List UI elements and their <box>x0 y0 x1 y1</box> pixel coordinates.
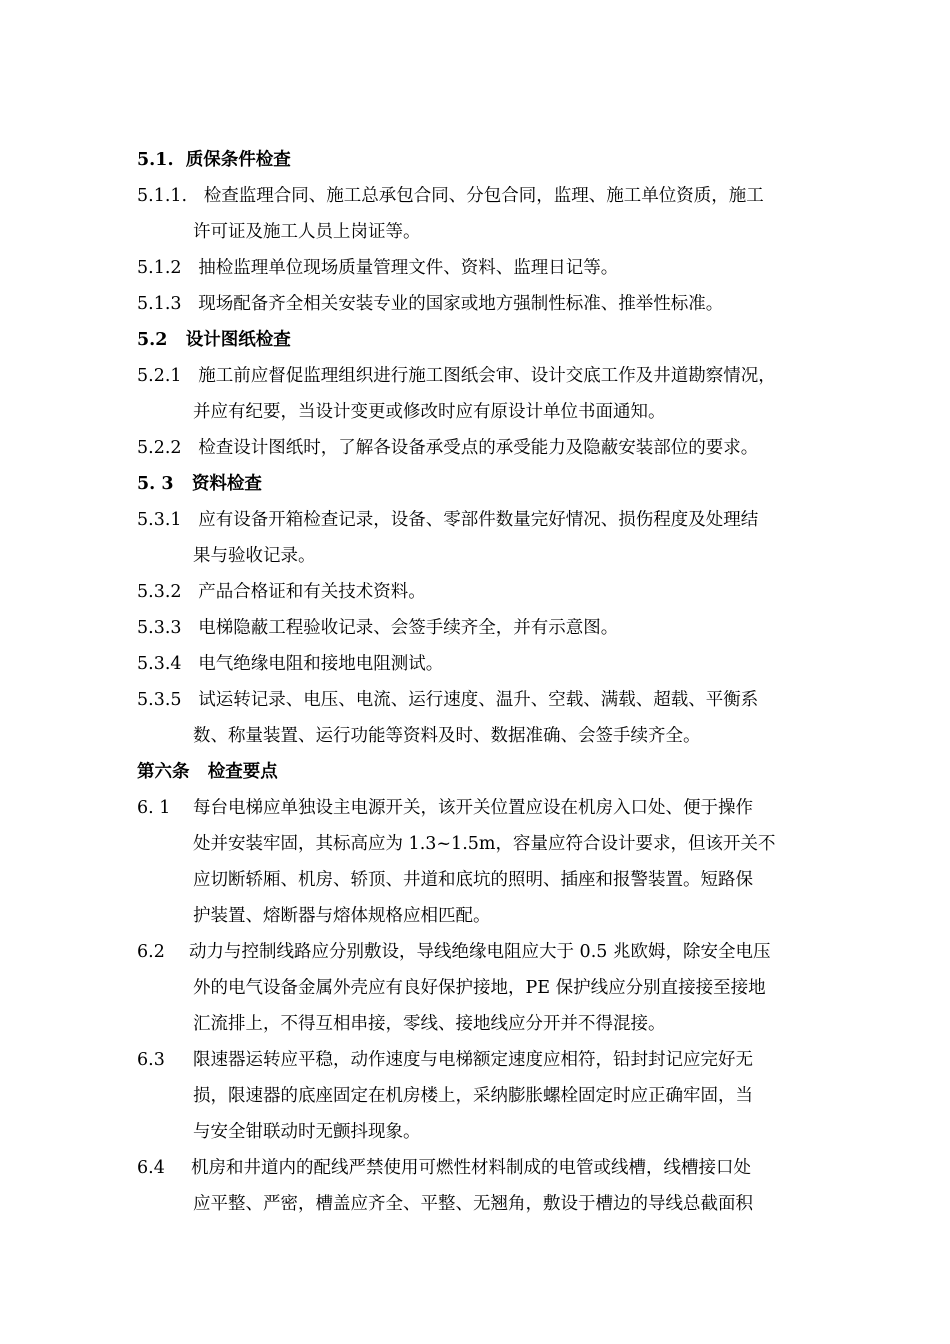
item-6-1 <box>137 790 753 826</box>
item-6-1-continuation-2: 应切断轿厢、机房、轿顶、井道和底坑的照明、插座和报警装置。短路保 <box>193 870 753 890</box>
item-number: 5.3.2 <box>137 582 182 602</box>
item-number: 5.3.5 <box>137 690 182 710</box>
heading-text: 质保条件检查 <box>185 150 291 170</box>
item-text: 应有设备开箱检查记录，设备、零部件数量完好情况、损伤程度及处理结 <box>198 510 759 530</box>
item-number: 6.4 <box>137 1158 165 1178</box>
item-number: 5.2.2 <box>137 438 182 458</box>
item-6-3 <box>137 1042 753 1078</box>
heading-number: 5. 3 <box>137 474 174 494</box>
item-6-2-continuation-1: 外的电气设备金属外壳应有良好保护接地，PE 保护线应分别直接接至接地 <box>193 978 766 998</box>
item-text: 施工前应督促监理组织进行施工图纸会审、设计交底工作及井道勘察情况， <box>198 366 776 386</box>
item-number: 6.2 <box>137 942 165 962</box>
item-number: 5.1.1. <box>137 186 188 206</box>
item-6-3-continuation-1: 损，限速器的底座固定在机房楼上，采纳膨胀螺栓固定时应正确牢固，当 <box>193 1086 753 1106</box>
item-5-1-3 <box>137 286 723 322</box>
heading-number: 5.1. <box>137 150 174 170</box>
item-text: 试运转记录、电压、电流、运行速度、温升、空载、满载、超载、平衡系 <box>198 690 759 710</box>
item-5-1-1-continuation: 许可证及施工人员上岗证等。 <box>193 222 421 242</box>
item-6-4 <box>137 1150 751 1186</box>
item-number: 6.3 <box>137 1050 165 1070</box>
item-number: 5.1.3 <box>137 294 182 314</box>
item-text: 限速器运转应平稳，动作速度与电梯额定速度应相符，铅封封记应完好无 <box>193 1050 753 1070</box>
item-5-2-1 <box>137 358 776 394</box>
item-text: 检查监理合同、施工总承包合同、分包合同，监理、施工单位资质，施工 <box>203 186 764 206</box>
item-text: 电气绝缘电阻和接地电阻测试。 <box>198 654 444 674</box>
item-5-3-2 <box>137 574 426 610</box>
item-5-1-1 <box>137 178 764 214</box>
section-heading-5-1 <box>137 142 291 178</box>
item-5-3-1-continuation: 果与验收记录。 <box>193 546 316 566</box>
item-6-1-continuation-1: 处并安装牢固，其标高应为 1.3~1.5m，容量应符合设计要求，但该开关不 <box>193 834 776 854</box>
item-5-1-2 <box>137 250 618 286</box>
heading-text: 资料检查 <box>191 474 262 494</box>
item-text: 动力与控制线路应分别敷设，导线绝缘电阻应大于 0.5 兆欧姆，除安全电压 <box>189 942 771 962</box>
item-text: 现场配备齐全相关安装专业的国家或地方强制性标准、推举性标准。 <box>198 294 724 314</box>
item-text: 机房和井道内的配线严禁使用可燃性材料制成的电管或线槽，线槽接口处 <box>191 1158 751 1178</box>
item-text: 电梯隐蔽工程验收记录、会签手续齐全，并有示意图。 <box>198 618 619 638</box>
heading-number: 5.2 <box>137 330 168 350</box>
item-5-3-4 <box>137 646 443 682</box>
item-text: 检查设计图纸时，了解各设备承受点的承受能力及隐蔽安装部位的要求。 <box>198 438 759 458</box>
item-text: 每台电梯应单独设主电源开关，该开关位置应设在机房入口处、便于操作 <box>193 798 753 818</box>
section-heading-5-3 <box>137 466 262 502</box>
item-5-3-5-continuation: 数、称量装置、运行功能等资料及时、数据准确、会签手续齐全。 <box>193 726 701 746</box>
item-number: 5.1.2 <box>137 258 182 278</box>
heading-text: 检查要点 <box>207 762 278 782</box>
section-heading-5-2 <box>137 322 291 358</box>
heading-text: 设计图纸检查 <box>185 330 291 350</box>
heading-number: 第六条 <box>137 762 190 782</box>
item-text: 抽检监理单位现场质量管理文件、资料、监理日记等。 <box>198 258 619 278</box>
item-6-4-continuation-1: 应平整、严密，槽盖应齐全、平整、无翘角，敷设于槽边的导线总截面积 <box>193 1194 753 1214</box>
item-6-1-continuation-3: 护装置、熔断器与熔体规格应相匹配。 <box>193 906 491 926</box>
item-5-2-2 <box>137 430 758 466</box>
item-text: 产品合格证和有关技术资料。 <box>198 582 426 602</box>
item-5-3-5 <box>137 682 758 718</box>
item-6-2-continuation-2: 汇流排上，不得互相串接，零线、接地线应分开并不得混接。 <box>193 1014 666 1034</box>
item-number: 5.3.1 <box>137 510 182 530</box>
item-number: 5.3.4 <box>137 654 182 674</box>
item-number: 5.3.3 <box>137 618 182 638</box>
item-5-2-1-continuation: 并应有纪要，当设计变更或修改时应有原设计单位书面通知。 <box>193 402 666 422</box>
item-number: 6. 1 <box>137 798 171 818</box>
item-number: 5.2.1 <box>137 366 182 386</box>
item-6-2 <box>137 934 770 970</box>
item-5-3-1 <box>137 502 758 538</box>
item-5-3-3 <box>137 610 618 646</box>
article-heading-6 <box>137 754 278 790</box>
item-6-3-continuation-2: 与安全钳联动时无颤抖现象。 <box>193 1122 421 1142</box>
